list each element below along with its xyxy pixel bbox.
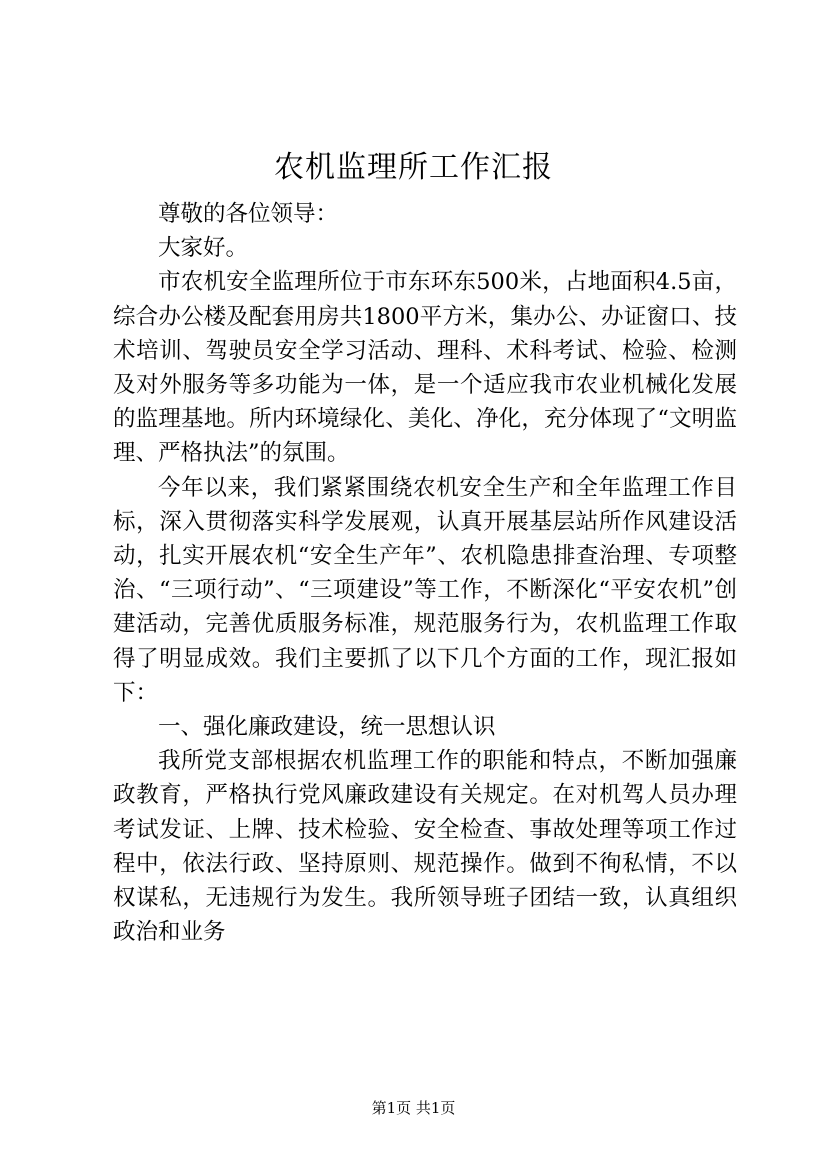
section-heading-1: 一、强化廉政建设，统一思想认识 xyxy=(158,714,496,741)
paragraph-overview: 今年以来，我们紧紧围绕农机安全生产和全年监理工作目标，深入贯彻落实科学发展观，认真开展基层站所作风建设活动，扎实开展农机“安全生产年”、农机隐患排查治理、专项整治、“三项行动”、“三项建设”等工作，不断深化“平安农机”创建活动，完善优质服务标准，规范服务行为，农机监理工作取得了明显成效。我们主要抓了以下几个方面的工作，现汇报如下： xyxy=(113,474,737,706)
document-title: 农机监理所工作汇报 xyxy=(274,150,553,185)
paragraph-section-1: 我所党支部根据农机监理工作的职能和特点，不断加强廉政教育，严格执行党风廉政建设有关规定。在对机驾人员办理考试发证、上牌、技术检验、安全检查、事故处理等项工作过程中，依法行政、坚持原则、规范操作。做到不徇私情，不以权谋私，无违规行为发生。我所领导班子团结一致，认真组织政治和业务 xyxy=(113,748,737,946)
salutation: 尊敬的各位领导： xyxy=(158,201,339,227)
document-body xyxy=(113,197,737,949)
greeting: 大家好。 xyxy=(158,235,249,262)
paragraph-intro: 市农机安全监理所位于市东环东500米，占地面积4.5亩，综合办公楼及配套用房共1800平方米，集办公、办证窗口、技术培训、驾驶员安全学习活动、理科、术科考试、检验、检测及对外服务等多功能为一体，是一个适应我市农业机械化发展的监理基地。所内环境绿化、美化、净化，充分体现了“文明监理、严格执法”的氛围。 xyxy=(113,269,737,467)
page-footer: 第1页 共1页 xyxy=(371,1099,456,1117)
